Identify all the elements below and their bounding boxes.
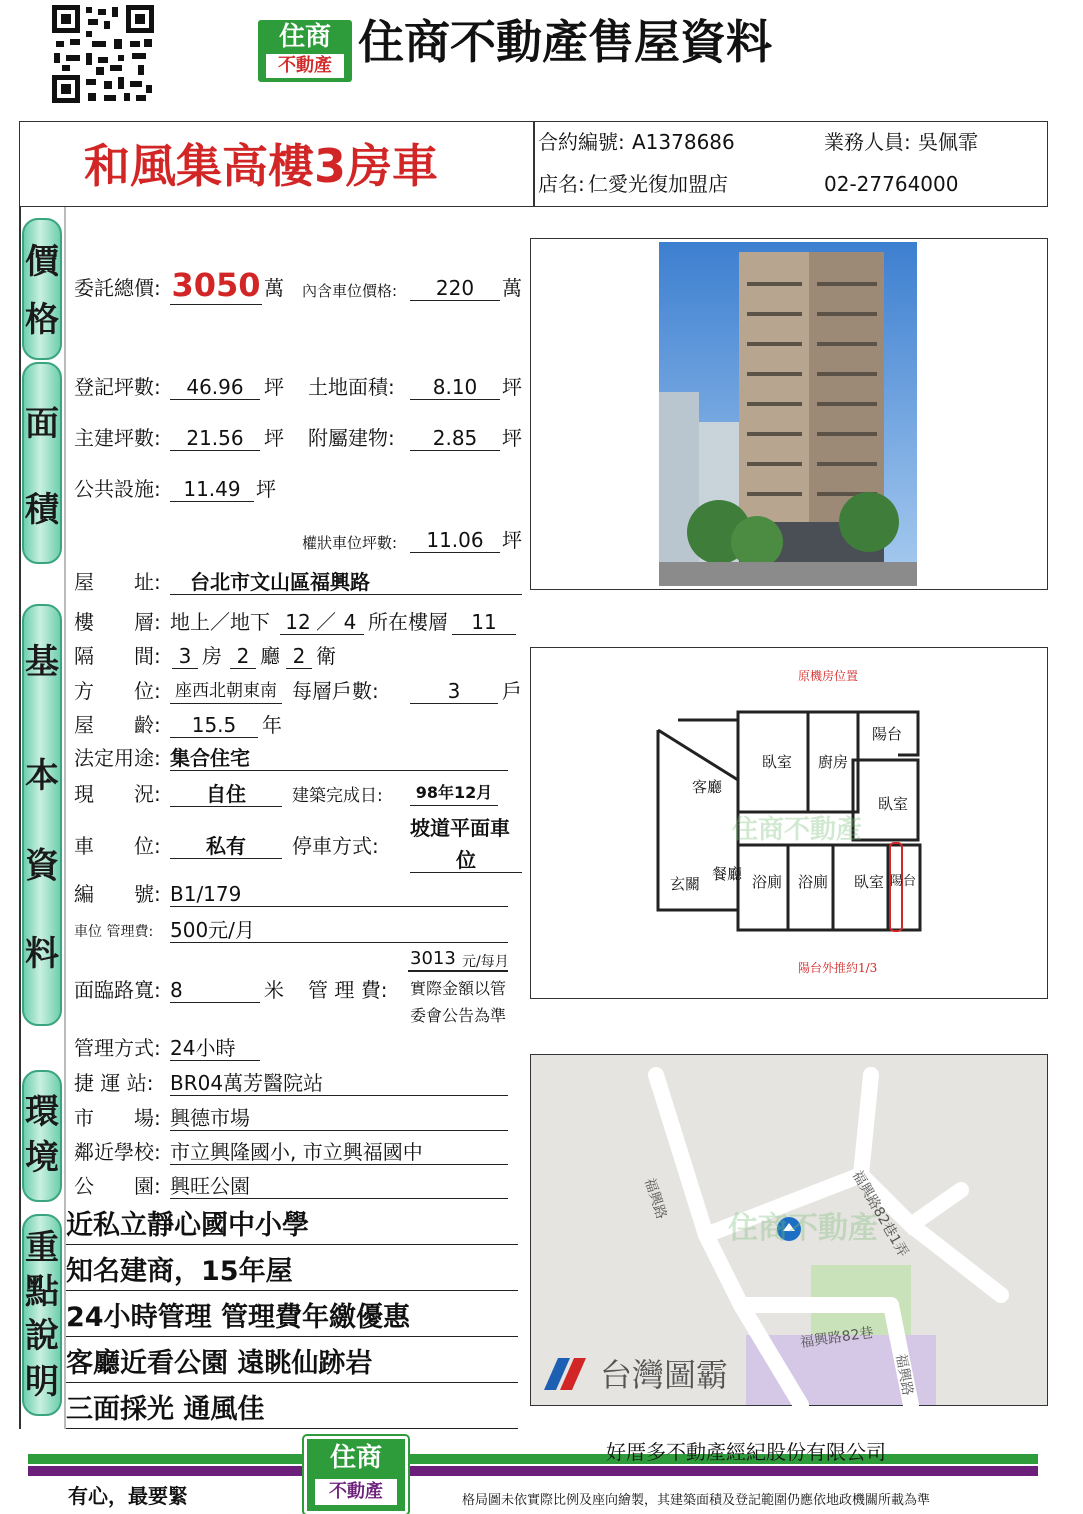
registered-label: 登記坪數:: [74, 375, 161, 399]
store-name: 仁愛光復加盟店: [588, 172, 728, 196]
brand-logo: [258, 20, 352, 82]
section-highlights-pill: 重 點 說 明: [22, 1214, 62, 1416]
road-label: 面臨路寬:: [74, 978, 161, 1002]
price-total-label: 委託總價:: [74, 276, 161, 300]
map-road: 福興路82巷: [799, 1324, 875, 1352]
map-watermark: 住商不動產: [728, 1211, 878, 1246]
map-road: 福興路: [892, 1352, 916, 1397]
highlight-item: 近私立靜心國中小學: [66, 1208, 518, 1245]
map-brand: 台灣圖霸: [600, 1356, 729, 1394]
address-value: 台北市文山區福興路: [170, 570, 522, 595]
floors-below: 4: [336, 610, 364, 635]
agent-name: 吳佩霏: [918, 130, 978, 154]
parking-value: 私有: [170, 834, 282, 859]
map-brand-logo-icon: [540, 1356, 588, 1392]
mgmt-mode-value: 24小時: [170, 1036, 260, 1061]
status-value: 自住: [170, 782, 282, 807]
agent-label: 業務人員:: [824, 130, 911, 154]
completed-label: 建築完成日:: [292, 786, 383, 806]
units-value: 3: [410, 679, 498, 704]
units-label: 每層戶數:: [292, 679, 379, 703]
section-env-pill: 環 境: [22, 1070, 62, 1202]
fp-room: 陽台: [890, 874, 917, 889]
registered-value: 46.96: [170, 375, 260, 400]
parking-area-unit: 坪: [502, 528, 522, 552]
layout-halls: 2: [230, 644, 256, 669]
parking-method-label: 停車方式:: [292, 834, 379, 858]
mgmt-fee-unit: 元/每月: [462, 954, 509, 970]
layout-halls-unit: 廳: [260, 644, 280, 668]
parking-label: 車 位:: [74, 834, 161, 858]
annex-label: 附屬建物:: [308, 426, 395, 450]
public-unit: 坪: [256, 477, 276, 501]
mgmt-note-1: 實際金額以管: [410, 979, 507, 998]
parking-fee-label: 車位 管理費:: [74, 924, 154, 940]
layout-rooms-unit: 房: [202, 644, 222, 668]
company-title: 住商不動產售屋資料: [358, 15, 772, 69]
building-photo: [659, 242, 917, 586]
mgmt-fee-label: 管 理 費:: [308, 978, 388, 1002]
mgmt-fee-value: 3013: [410, 948, 456, 969]
public-value: 11.49: [170, 477, 254, 502]
highlight-item: 三面採光 通風佳: [66, 1392, 518, 1429]
highlight-item: 24小時管理 管理費年繳優惠: [66, 1300, 518, 1337]
layout-baths-unit: 衛: [316, 644, 336, 668]
floorplan-note-top: 原機房位置: [798, 669, 859, 683]
parking-price-value: 220: [410, 276, 500, 301]
contract-label: 合約編號:: [538, 130, 625, 154]
usage-label: 法定用途:: [74, 746, 161, 770]
layout-label: 隔 間:: [74, 644, 161, 668]
mgmt-mode-label: 管理方式:: [74, 1036, 161, 1060]
fp-room: 臥室: [854, 873, 885, 891]
fp-room: 客廳: [692, 778, 723, 796]
parking-fee-value: 500元/月: [170, 918, 508, 943]
land-value: 8.10: [410, 375, 500, 400]
fp-room: 臥室: [762, 753, 793, 771]
store-label: 店名:: [538, 172, 585, 196]
floorplan-watermark: 住商不動產: [732, 815, 863, 845]
fp-room: 玄關: [670, 875, 701, 893]
floors-label: 樓 層:: [74, 610, 161, 634]
park-value: 興旺公園: [170, 1174, 508, 1199]
floors-text: 地上／地下: [170, 610, 270, 634]
units-unit: 戶: [502, 679, 522, 703]
highlight-item: 知名建商，15年屋: [66, 1254, 518, 1291]
floors-sep: ／: [316, 610, 336, 634]
footer-logo-top: 住商: [329, 1443, 382, 1473]
left-inner-frame: [64, 207, 66, 1429]
market-label: 市 場:: [74, 1106, 161, 1130]
price-unit: 萬: [264, 276, 284, 300]
phone: 02-27764000: [824, 172, 959, 196]
registered-unit: 坪: [264, 375, 284, 399]
layout-baths: 2: [286, 644, 312, 669]
logo-bottom-text: 不動產: [266, 54, 344, 78]
map-road: 福興路82巷1弄: [848, 1168, 911, 1260]
parking-area-label: 權狀車位坪數:: [302, 534, 398, 552]
number-value: B1/179: [170, 882, 508, 907]
mrt-label: 捷 運 站:: [74, 1071, 154, 1095]
public-label: 公共設施:: [74, 477, 161, 501]
located-value: 11: [452, 610, 516, 635]
fp-room: 浴廁: [798, 873, 829, 891]
orientation-label: 方 位:: [74, 679, 161, 703]
market-value: 興德市場: [170, 1106, 508, 1131]
school-label: 鄰近學校:: [74, 1140, 161, 1164]
footer-slogan: 有心，最要緊: [68, 1484, 188, 1508]
footer-logo-bottom: 不動產: [315, 1479, 397, 1505]
park-label: 公 園:: [74, 1174, 161, 1198]
floorplan-note-bottom: 陽台外推約1/3: [798, 961, 878, 975]
footer-company: 好厝多不動產經紀股份有限公司: [606, 1440, 886, 1464]
parking-price-unit: 萬: [502, 276, 522, 300]
age-value: 15.5: [170, 713, 258, 738]
qr-code: [52, 5, 154, 103]
road-unit: 米: [264, 978, 284, 1002]
section-area-pill: 面 積: [22, 362, 62, 564]
mrt-value: BR04萬芳醫院站: [170, 1071, 508, 1096]
school-value: 市立興隆國小, 市立興福國中: [170, 1140, 508, 1165]
annex-unit: 坪: [502, 426, 522, 450]
layout-rooms: 3: [172, 644, 198, 669]
main-label: 主建坪數:: [74, 426, 161, 450]
fp-room: 陽台: [872, 725, 903, 743]
floors-above: 12: [280, 610, 316, 635]
annex-value: 2.85: [410, 426, 500, 451]
listing-title: 和風集高樓3房車: [84, 139, 439, 193]
footer-disclaimer: 格局圖未依實際比例及座向繪製，其建築面積及登記範圍仍應依地政機關所載為準: [462, 1493, 931, 1508]
map-road: 福興路: [640, 1176, 670, 1222]
section-price-pill: 價 格: [22, 218, 62, 360]
left-frame: [19, 207, 21, 1429]
fp-room: 臥室: [878, 795, 909, 813]
footer-logo: [304, 1436, 408, 1514]
parking-method-1: 坡道平面車: [410, 816, 510, 840]
road-value: 8: [170, 978, 260, 1003]
highlight-item: 客廳近看公園 遠眺仙跡岩: [66, 1346, 518, 1383]
address-label: 屋 址:: [74, 570, 161, 594]
mgmt-note-2: 委會公告為準: [410, 1006, 507, 1025]
main-unit: 坪: [264, 426, 284, 450]
age-label: 屋 齡:: [74, 713, 161, 737]
land-label: 土地面積:: [308, 375, 395, 399]
fp-room: 廚房: [818, 753, 849, 771]
mgmt-fee-underline: [408, 970, 508, 972]
logo-top-text: 住商: [278, 22, 331, 52]
completed-value: 98年12月: [410, 781, 498, 806]
land-unit: 坪: [502, 375, 522, 399]
located-label: 所在樓層: [368, 610, 448, 634]
fp-room: 餐廳: [712, 865, 743, 883]
parking-price-label: 內含車位價格:: [302, 282, 398, 300]
header-divider: [533, 121, 535, 207]
section-basic-pill: 基 本 資 料: [22, 604, 62, 1026]
main-value: 21.56: [170, 426, 260, 451]
footer-purple-band: [28, 1466, 1038, 1476]
usage-value: 集合住宅: [170, 746, 508, 771]
parking-area-value: 11.06: [410, 528, 500, 553]
fp-room: 浴廁: [752, 873, 783, 891]
number-label: 編 號:: [74, 882, 161, 906]
age-unit: 年: [262, 713, 282, 737]
orientation-value: 座西北朝東南: [170, 679, 282, 704]
status-label: 現 況:: [74, 782, 161, 806]
footer-green-band: [28, 1454, 1038, 1464]
parking-method-2: 位: [410, 848, 522, 873]
contract-no: A1378686: [632, 130, 735, 154]
price-total-value: 3050: [171, 266, 261, 304]
